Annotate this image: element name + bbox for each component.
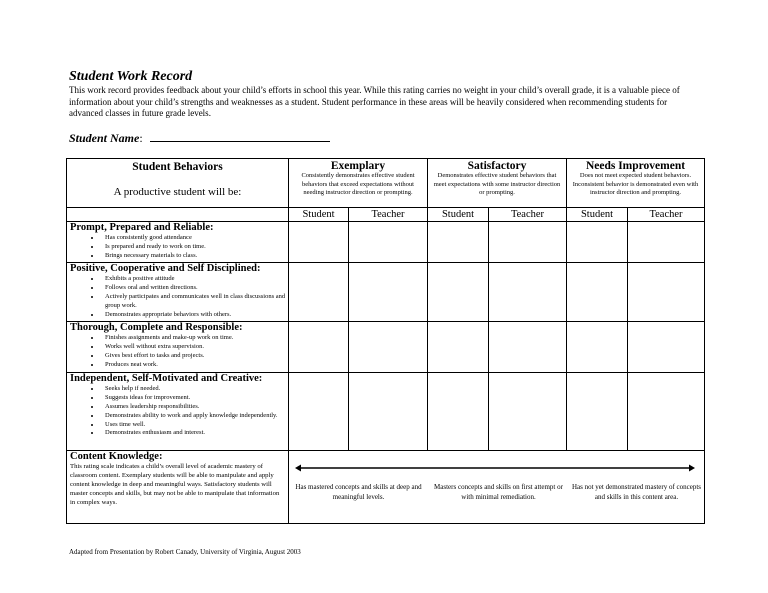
list-item: • Is prepared and ready to work on time. [101, 243, 288, 252]
list-item: • Demonstrates appropriate behaviors with others. [101, 311, 288, 320]
rating-cell[interactable] [289, 263, 349, 322]
level-name: Exemplary [330, 160, 386, 172]
rating-cell[interactable] [489, 222, 567, 263]
list-item: • Actively participates and communicates well in class discussions and group work. [101, 293, 288, 311]
list-item: • Demonstrates enthusiasm and interest. [101, 429, 288, 438]
rating-cell[interactable] [428, 222, 489, 263]
list-item: • Gives best effort to tasks and projects. [101, 352, 288, 361]
rating-cell[interactable] [628, 373, 705, 451]
rating-cell[interactable] [289, 373, 349, 451]
rating-cell[interactable] [349, 222, 428, 263]
rating-cell[interactable] [567, 322, 628, 373]
col-teacher: Teacher [489, 208, 567, 222]
level-header-needs-improvement [567, 159, 705, 208]
category-cell [67, 222, 289, 263]
level-header-satisfactory [428, 159, 567, 208]
behaviors-header: Student Behaviors [132, 161, 223, 173]
work-record-table [66, 158, 705, 524]
student-name-row [69, 131, 330, 146]
list-item: • Has consistently good attendance [101, 234, 288, 243]
list-item: • Demonstrates ability to work and apply knowledge independently. [101, 412, 288, 421]
list-item: • Finishes assignments and make-up work on time. [101, 334, 288, 343]
list-item: • Brings necessary materials to class. [101, 252, 288, 261]
category-title: Content Knowledge: [70, 451, 163, 463]
table-row [67, 322, 705, 373]
rating-cell[interactable] [289, 322, 349, 373]
rating-cell[interactable] [349, 263, 428, 322]
category-cell [67, 263, 289, 322]
scale-label-satisfactory: Masters concepts and skills on first attempt or with minimal remediation. [434, 483, 563, 502]
list-item: • Produces neat work. [101, 361, 288, 370]
list-item: • Works well without extra supervision. [101, 343, 288, 352]
rating-cell[interactable] [428, 263, 489, 322]
rating-cell[interactable] [489, 263, 567, 322]
list-item: • Suggests ideas for improvement. [101, 394, 288, 403]
scale-label-exemplary: Has mastered concepts and skills at deep and meaningful levels. [295, 483, 422, 502]
rating-cell[interactable] [428, 373, 489, 451]
subheader-blank [67, 208, 289, 222]
table-row [67, 263, 705, 322]
rating-cell[interactable] [289, 222, 349, 263]
col-student: Student [289, 208, 349, 222]
col-teacher: Teacher [628, 208, 705, 222]
list-item: • Exhibits a positive attitude [101, 275, 288, 284]
category-title: Thorough, Complete and Responsible: [70, 322, 243, 334]
rating-cell[interactable] [567, 222, 628, 263]
behaviors-header-cell [67, 159, 289, 208]
category-cell [67, 322, 289, 373]
behaviors-subheader: A productive student will be: [113, 186, 242, 198]
list-item: • Assumes leadership responsibilities. [101, 403, 288, 412]
level-description: Consistently demonstrates effective student behaviors that exceed expectations without needing instructor direction or prompting. [301, 172, 415, 196]
col-student: Student [567, 208, 628, 222]
list-item: • Uses time well. [101, 421, 288, 430]
content-knowledge-row [67, 451, 705, 524]
content-knowledge-text: This rating scale indicates a child’s overall level of academic mastery of classroom content. Exemplary students will be able to manipulate and apply content knowledge in deep and meaningful ways. Satisfactory students will master concepts and skills, but may not be able to manipulate that information in complex ways. [70, 463, 280, 506]
rating-cell[interactable] [349, 322, 428, 373]
level-description: Does not meet expected student behaviors. Inconsistent behavior is demonstrated even with instructor direction and prompting. [572, 172, 699, 196]
category-title: Independent, Self-Motivated and Creative: [70, 373, 263, 385]
category-title: Positive, Cooperative and Self Disciplined: [70, 263, 261, 275]
level-description: Demonstrates effective student behaviors that meet expectations with some instructor direction or prompting. [433, 172, 561, 196]
rating-cell[interactable] [489, 373, 567, 451]
student-name-colon: : [139, 131, 143, 145]
rating-cell[interactable] [489, 322, 567, 373]
category-cell [67, 373, 289, 451]
rating-cell[interactable] [628, 322, 705, 373]
rating-cell[interactable] [567, 373, 628, 451]
rating-cell[interactable] [628, 222, 705, 263]
footer-credit: Adapted from Presentation by Robert Canady, University of Virginia, August 2003 [69, 548, 301, 556]
rating-cell[interactable] [567, 263, 628, 322]
table-row [67, 222, 705, 263]
double-arrow-icon [295, 464, 695, 472]
category-title: Prompt, Prepared and Reliable: [70, 222, 214, 233]
col-student: Student [428, 208, 489, 222]
mastery-scale-cell [289, 451, 705, 524]
list-item: • Seeks help if needed. [101, 385, 288, 394]
content-knowledge-cell [67, 451, 289, 524]
level-header-exemplary [289, 159, 428, 208]
rating-cell[interactable] [428, 322, 489, 373]
page-title: Student Work Record [69, 69, 193, 84]
student-name-field[interactable] [150, 131, 330, 142]
level-name: Satisfactory [467, 160, 527, 172]
rating-cell[interactable] [628, 263, 705, 322]
student-name-label: Student Name [69, 131, 140, 145]
level-name: Needs Improvement [585, 160, 686, 172]
col-teacher: Teacher [349, 208, 428, 222]
intro-paragraph: This work record provides feedback about your child’s efforts in school this year. While this rating carries no weight in your child’s overall grade, it is a valuable piece of information about your child’s strengths and weaknesses as a student. Student performance in these areas will be heavily considered when recommending students for advanced classes in future grade levels. [69, 85, 680, 118]
scale-label-needs-improvement: Has not yet demonstrated mastery of concepts and skills in this content area. [571, 483, 702, 502]
rating-cell[interactable] [349, 373, 428, 451]
list-item: • Follows oral and written directions. [101, 284, 288, 293]
table-row [67, 373, 705, 451]
